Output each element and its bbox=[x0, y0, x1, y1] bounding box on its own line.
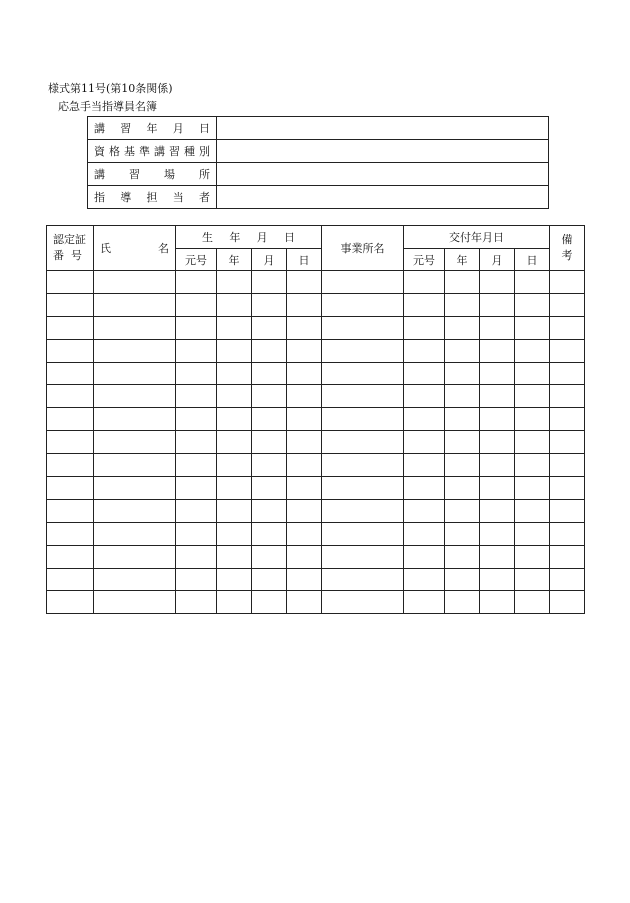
table-cell[interactable] bbox=[94, 545, 176, 568]
birth-era-header: 元号 bbox=[176, 249, 217, 271]
table-cell[interactable] bbox=[217, 408, 252, 431]
table-cell[interactable] bbox=[47, 591, 94, 614]
table-cell[interactable] bbox=[322, 385, 404, 408]
table-cell[interactable] bbox=[550, 431, 585, 454]
table-cell[interactable] bbox=[480, 522, 515, 545]
table-cell[interactable] bbox=[515, 408, 550, 431]
table-cell[interactable] bbox=[217, 362, 252, 385]
table-cell[interactable] bbox=[47, 522, 94, 545]
table-cell[interactable] bbox=[94, 385, 176, 408]
table-cell[interactable] bbox=[404, 339, 445, 362]
table-cell[interactable] bbox=[217, 499, 252, 522]
table-cell[interactable] bbox=[94, 454, 176, 477]
table-cell[interactable] bbox=[322, 339, 404, 362]
table-cell[interactable] bbox=[94, 339, 176, 362]
table-cell[interactable] bbox=[550, 339, 585, 362]
form-number: 様式第11号(第10条関係) bbox=[48, 82, 173, 95]
table-cell[interactable] bbox=[176, 271, 217, 294]
table-cell[interactable] bbox=[47, 339, 94, 362]
table-cell[interactable] bbox=[176, 499, 217, 522]
table-cell[interactable] bbox=[480, 316, 515, 339]
table-cell[interactable] bbox=[217, 545, 252, 568]
info-row-course-type bbox=[88, 140, 549, 163]
table-cell[interactable] bbox=[94, 293, 176, 316]
table-row bbox=[47, 591, 585, 614]
table-cell[interactable] bbox=[287, 454, 322, 477]
table-cell[interactable] bbox=[550, 522, 585, 545]
table-cell[interactable] bbox=[550, 568, 585, 591]
table-cell[interactable] bbox=[322, 499, 404, 522]
table-cell[interactable] bbox=[322, 522, 404, 545]
table-cell[interactable] bbox=[252, 522, 287, 545]
info-value-date[interactable] bbox=[217, 117, 549, 140]
table-cell[interactable] bbox=[217, 316, 252, 339]
table-row bbox=[47, 271, 585, 294]
table-cell[interactable] bbox=[445, 522, 480, 545]
table-cell[interactable] bbox=[404, 568, 445, 591]
register-body bbox=[47, 271, 585, 614]
table-cell[interactable] bbox=[404, 362, 445, 385]
info-value-location[interactable] bbox=[217, 163, 549, 186]
table-cell[interactable] bbox=[515, 522, 550, 545]
table-cell[interactable] bbox=[404, 293, 445, 316]
table-cell[interactable] bbox=[252, 408, 287, 431]
table-cell[interactable] bbox=[480, 545, 515, 568]
table-cell[interactable] bbox=[47, 385, 94, 408]
table-cell[interactable] bbox=[480, 362, 515, 385]
table-cell[interactable] bbox=[445, 591, 480, 614]
table-cell[interactable] bbox=[94, 271, 176, 294]
info-label-course-type: 資 格 基 準 講 習 種 別 bbox=[88, 140, 217, 163]
table-cell[interactable] bbox=[550, 454, 585, 477]
table-cell[interactable] bbox=[47, 477, 94, 500]
table-cell[interactable] bbox=[252, 477, 287, 500]
info-label-instructor: 指 導 担 当 者 bbox=[88, 186, 217, 209]
table-cell[interactable] bbox=[217, 454, 252, 477]
table-cell[interactable] bbox=[404, 545, 445, 568]
table-cell[interactable] bbox=[445, 271, 480, 294]
table-cell[interactable] bbox=[47, 454, 94, 477]
table-cell[interactable] bbox=[287, 385, 322, 408]
table-cell[interactable] bbox=[287, 568, 322, 591]
table-cell[interactable] bbox=[515, 499, 550, 522]
table-cell[interactable] bbox=[480, 385, 515, 408]
table-cell[interactable] bbox=[322, 568, 404, 591]
info-label-date: 講 習 年 月 日 bbox=[88, 117, 217, 140]
course-info-table bbox=[87, 116, 549, 209]
table-cell[interactable] bbox=[176, 477, 217, 500]
info-value-course-type[interactable] bbox=[217, 140, 549, 163]
table-cell[interactable] bbox=[176, 545, 217, 568]
table-cell[interactable] bbox=[217, 591, 252, 614]
table-row bbox=[47, 522, 585, 545]
form-title: 応急手当指導員名簿 bbox=[58, 100, 157, 113]
table-cell[interactable] bbox=[217, 522, 252, 545]
table-cell[interactable] bbox=[217, 385, 252, 408]
table-cell[interactable] bbox=[47, 362, 94, 385]
table-cell[interactable] bbox=[217, 477, 252, 500]
table-cell[interactable] bbox=[47, 499, 94, 522]
table-cell[interactable] bbox=[287, 339, 322, 362]
table-cell[interactable] bbox=[445, 454, 480, 477]
table-cell[interactable] bbox=[445, 316, 480, 339]
table-cell[interactable] bbox=[176, 339, 217, 362]
table-cell[interactable] bbox=[515, 339, 550, 362]
table-cell[interactable] bbox=[515, 477, 550, 500]
table-cell[interactable] bbox=[252, 293, 287, 316]
table-cell[interactable] bbox=[515, 545, 550, 568]
table-cell[interactable] bbox=[252, 385, 287, 408]
table-cell[interactable] bbox=[515, 293, 550, 316]
table-cell[interactable] bbox=[404, 522, 445, 545]
issue-era-header: 元号 bbox=[404, 249, 445, 271]
table-cell[interactable] bbox=[550, 316, 585, 339]
table-cell[interactable] bbox=[287, 591, 322, 614]
table-cell[interactable] bbox=[404, 454, 445, 477]
table-cell[interactable] bbox=[252, 316, 287, 339]
table-cell[interactable] bbox=[252, 339, 287, 362]
table-row bbox=[47, 385, 585, 408]
table-cell[interactable] bbox=[550, 362, 585, 385]
table-cell[interactable] bbox=[480, 339, 515, 362]
table-cell[interactable] bbox=[47, 568, 94, 591]
table-cell[interactable] bbox=[94, 522, 176, 545]
table-cell[interactable] bbox=[252, 568, 287, 591]
remarks-header: 備 考 bbox=[550, 226, 585, 271]
table-cell[interactable] bbox=[94, 477, 176, 500]
table-cell[interactable] bbox=[322, 362, 404, 385]
birth-month-header: 月 bbox=[252, 249, 287, 271]
table-cell[interactable] bbox=[176, 454, 217, 477]
table-cell[interactable] bbox=[404, 431, 445, 454]
table-cell[interactable] bbox=[480, 408, 515, 431]
table-row bbox=[47, 545, 585, 568]
table-cell[interactable] bbox=[322, 316, 404, 339]
table-row bbox=[47, 568, 585, 591]
table-cell[interactable] bbox=[176, 591, 217, 614]
table-cell[interactable] bbox=[550, 408, 585, 431]
table-cell[interactable] bbox=[480, 499, 515, 522]
table-cell[interactable] bbox=[445, 385, 480, 408]
table-cell[interactable] bbox=[322, 271, 404, 294]
instructor-register-table bbox=[46, 225, 585, 614]
table-cell[interactable] bbox=[94, 316, 176, 339]
table-cell[interactable] bbox=[515, 431, 550, 454]
table-cell[interactable] bbox=[94, 408, 176, 431]
table-cell[interactable] bbox=[550, 545, 585, 568]
info-label-location: 講 習 場 所 bbox=[88, 163, 217, 186]
table-cell[interactable] bbox=[480, 568, 515, 591]
table-cell[interactable] bbox=[252, 431, 287, 454]
table-cell[interactable] bbox=[94, 362, 176, 385]
table-cell[interactable] bbox=[47, 431, 94, 454]
table-cell[interactable] bbox=[445, 408, 480, 431]
table-cell[interactable] bbox=[445, 293, 480, 316]
table-cell[interactable] bbox=[404, 591, 445, 614]
table-cell[interactable] bbox=[322, 477, 404, 500]
table-cell[interactable] bbox=[217, 568, 252, 591]
table-cell[interactable] bbox=[515, 316, 550, 339]
name-header: 氏 名 bbox=[94, 226, 176, 271]
table-cell[interactable] bbox=[252, 545, 287, 568]
table-cell[interactable] bbox=[252, 591, 287, 614]
table-cell[interactable] bbox=[480, 477, 515, 500]
table-cell[interactable] bbox=[445, 362, 480, 385]
table-cell[interactable] bbox=[515, 454, 550, 477]
table-cell[interactable] bbox=[252, 362, 287, 385]
info-row-instructor bbox=[88, 186, 549, 209]
table-cell[interactable] bbox=[445, 499, 480, 522]
table-cell[interactable] bbox=[550, 385, 585, 408]
table-cell[interactable] bbox=[47, 408, 94, 431]
table-cell[interactable] bbox=[47, 316, 94, 339]
info-value-instructor[interactable] bbox=[217, 186, 549, 209]
table-row bbox=[47, 499, 585, 522]
info-row-location bbox=[88, 163, 549, 186]
table-cell[interactable] bbox=[550, 293, 585, 316]
info-row-date bbox=[88, 117, 549, 140]
birthdate-header: 生 年 月 日 bbox=[176, 226, 322, 249]
table-cell[interactable] bbox=[217, 339, 252, 362]
issue-year-header: 年 bbox=[445, 249, 480, 271]
table-cell[interactable] bbox=[515, 362, 550, 385]
table-cell[interactable] bbox=[404, 408, 445, 431]
table-cell[interactable] bbox=[287, 271, 322, 294]
table-cell[interactable] bbox=[176, 293, 217, 316]
table-cell[interactable] bbox=[176, 362, 217, 385]
table-cell[interactable] bbox=[287, 316, 322, 339]
table-cell[interactable] bbox=[404, 385, 445, 408]
table-row bbox=[47, 454, 585, 477]
table-cell[interactable] bbox=[515, 385, 550, 408]
table-cell[interactable] bbox=[322, 408, 404, 431]
table-cell[interactable] bbox=[550, 477, 585, 500]
table-cell[interactable] bbox=[480, 454, 515, 477]
cert-number-header: 認定証 番 号 bbox=[47, 226, 94, 271]
table-cell[interactable] bbox=[217, 293, 252, 316]
table-cell[interactable] bbox=[480, 271, 515, 294]
issue-date-header: 交付年月日 bbox=[404, 226, 550, 249]
table-cell[interactable] bbox=[287, 408, 322, 431]
table-cell[interactable] bbox=[550, 271, 585, 294]
table-cell[interactable] bbox=[47, 293, 94, 316]
table-cell[interactable] bbox=[322, 591, 404, 614]
table-cell[interactable] bbox=[252, 454, 287, 477]
table-row bbox=[47, 339, 585, 362]
table-cell[interactable] bbox=[480, 431, 515, 454]
office-name-header: 事業所名 bbox=[322, 226, 404, 271]
issue-day-header: 日 bbox=[515, 249, 550, 271]
header-row-1 bbox=[47, 226, 585, 249]
table-cell[interactable] bbox=[176, 385, 217, 408]
table-cell[interactable] bbox=[176, 408, 217, 431]
table-cell[interactable] bbox=[404, 271, 445, 294]
table-cell[interactable] bbox=[322, 454, 404, 477]
table-cell[interactable] bbox=[445, 339, 480, 362]
table-cell[interactable] bbox=[550, 499, 585, 522]
table-cell[interactable] bbox=[322, 293, 404, 316]
issue-month-header: 月 bbox=[480, 249, 515, 271]
table-row bbox=[47, 477, 585, 500]
table-cell[interactable] bbox=[47, 271, 94, 294]
birth-day-header: 日 bbox=[287, 249, 322, 271]
birth-year-header: 年 bbox=[217, 249, 252, 271]
table-cell[interactable] bbox=[176, 316, 217, 339]
table-cell[interactable] bbox=[550, 591, 585, 614]
table-cell[interactable] bbox=[287, 499, 322, 522]
table-cell[interactable] bbox=[445, 431, 480, 454]
table-cell[interactable] bbox=[322, 545, 404, 568]
table-cell[interactable] bbox=[252, 499, 287, 522]
table-cell[interactable] bbox=[217, 431, 252, 454]
table-cell[interactable] bbox=[445, 477, 480, 500]
table-cell[interactable] bbox=[445, 568, 480, 591]
table-cell[interactable] bbox=[94, 499, 176, 522]
table-cell[interactable] bbox=[217, 271, 252, 294]
table-cell[interactable] bbox=[287, 545, 322, 568]
table-row bbox=[47, 316, 585, 339]
table-cell[interactable] bbox=[445, 545, 480, 568]
table-cell[interactable] bbox=[94, 568, 176, 591]
table-cell[interactable] bbox=[94, 591, 176, 614]
table-cell[interactable] bbox=[176, 431, 217, 454]
table-cell[interactable] bbox=[287, 362, 322, 385]
table-cell[interactable] bbox=[515, 591, 550, 614]
table-cell[interactable] bbox=[47, 545, 94, 568]
table-row bbox=[47, 362, 585, 385]
table-row bbox=[47, 408, 585, 431]
table-cell[interactable] bbox=[287, 431, 322, 454]
table-cell[interactable] bbox=[404, 477, 445, 500]
table-cell[interactable] bbox=[515, 271, 550, 294]
table-cell[interactable] bbox=[287, 293, 322, 316]
table-row bbox=[47, 293, 585, 316]
table-cell[interactable] bbox=[252, 271, 287, 294]
table-cell[interactable] bbox=[176, 522, 217, 545]
table-cell[interactable] bbox=[322, 431, 404, 454]
table-cell[interactable] bbox=[404, 316, 445, 339]
table-cell[interactable] bbox=[515, 568, 550, 591]
table-cell[interactable] bbox=[404, 499, 445, 522]
table-cell[interactable] bbox=[287, 522, 322, 545]
table-cell[interactable] bbox=[94, 431, 176, 454]
table-cell[interactable] bbox=[287, 477, 322, 500]
table-row bbox=[47, 431, 585, 454]
table-cell[interactable] bbox=[480, 293, 515, 316]
table-cell[interactable] bbox=[480, 591, 515, 614]
table-cell[interactable] bbox=[176, 568, 217, 591]
